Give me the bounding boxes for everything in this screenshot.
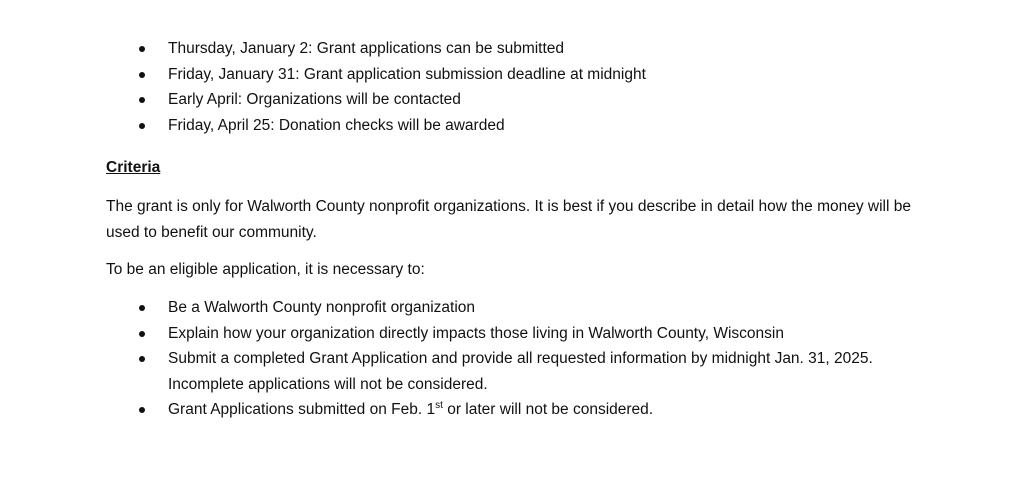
bullet-icon bbox=[139, 331, 145, 337]
bullet-icon bbox=[139, 97, 145, 103]
criteria-heading: Criteria bbox=[106, 159, 161, 176]
list-item bbox=[137, 36, 646, 62]
criteria-paragraph: The grant is only for Walworth County nonprofit organizations. It is best if you describe in detail how the money will be used to benefit our community. bbox=[106, 198, 911, 241]
timeline-item-text: Thursday, January 2: Grant applications can be submitted bbox=[168, 40, 565, 57]
timeline-item-text: Friday, April 25: Donation checks will be awarded bbox=[168, 116, 505, 134]
timeline-item-text: Early April: Organizations will be contacted bbox=[168, 91, 461, 108]
ordinal-suffix: st bbox=[435, 400, 443, 411]
list-item bbox=[137, 87, 646, 113]
list-item bbox=[137, 295, 908, 321]
eligibility-intro: To be an eligible application, it is necessary to: bbox=[106, 261, 425, 278]
bullet-icon bbox=[139, 407, 145, 413]
requirement-text: Be a Walworth County nonprofit organization bbox=[168, 299, 476, 316]
requirement-text-start: Grant Applications submitted on Feb. 1 bbox=[168, 401, 436, 418]
list-item bbox=[137, 113, 646, 139]
bullet-icon bbox=[139, 305, 145, 311]
bullet-icon bbox=[139, 356, 145, 362]
bullet-icon bbox=[139, 123, 145, 129]
requirement-text-end: or later will not be considered. bbox=[442, 401, 654, 418]
timeline-list bbox=[137, 36, 646, 138]
list-item bbox=[137, 397, 908, 423]
requirement-text: Submit a completed Grant Application and provide all requested information by midnight Jan. 31, 2025. Incomplete applications will not be considered. bbox=[168, 350, 873, 393]
timeline-item-text: Friday, January 31: Grant application submission deadline at midnight bbox=[168, 65, 646, 83]
requirement-text: Explain how your organization directly impacts those living in Walworth County, Wisconsin bbox=[168, 324, 784, 342]
requirements-list bbox=[137, 295, 908, 423]
list-item bbox=[137, 62, 646, 88]
list-item bbox=[137, 346, 908, 397]
bullet-icon bbox=[139, 72, 145, 78]
list-item bbox=[137, 321, 908, 347]
bullet-icon bbox=[139, 46, 145, 52]
